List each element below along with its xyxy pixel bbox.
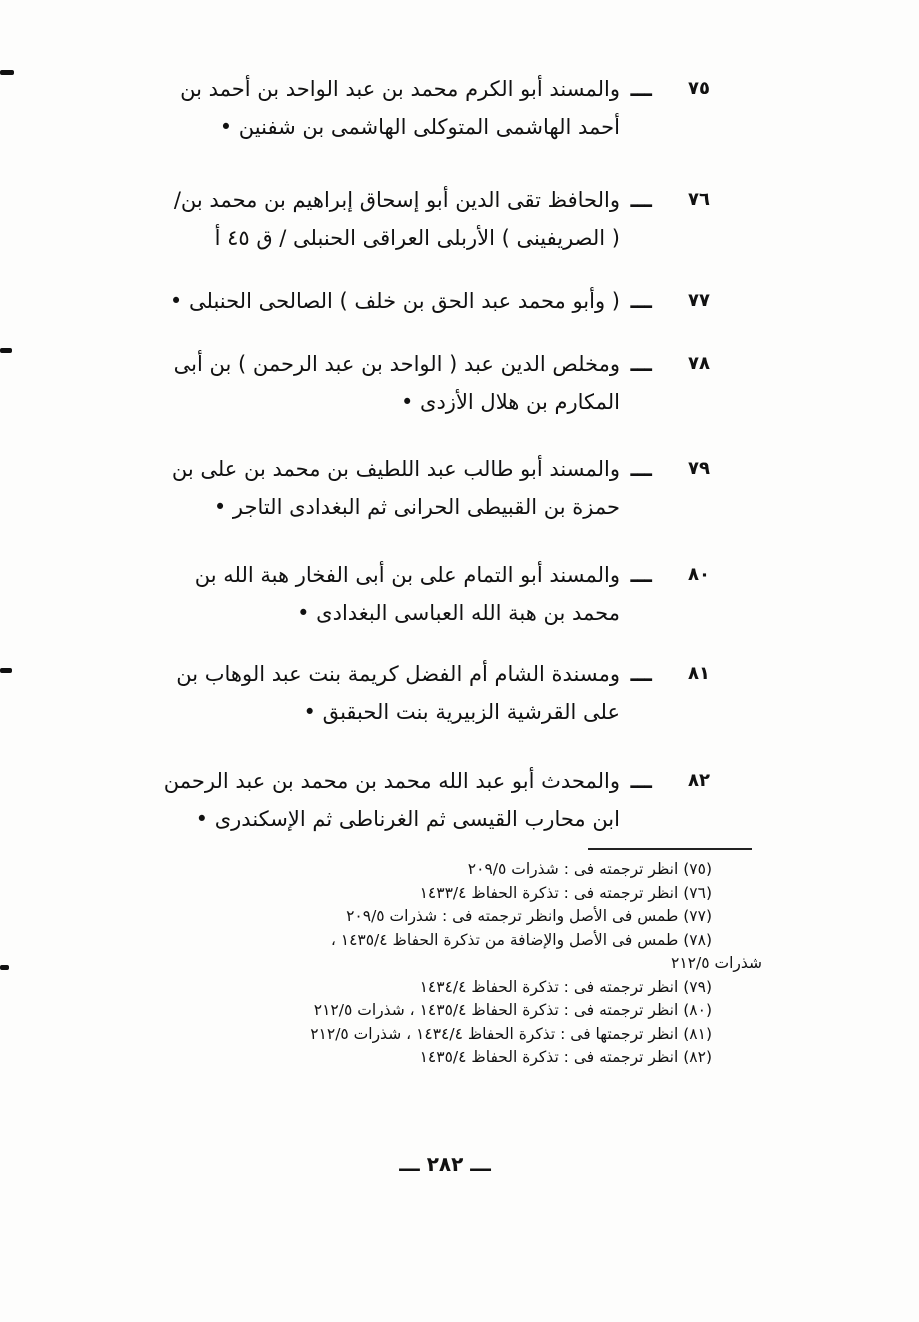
scan-mark: [0, 70, 14, 75]
scan-mark: [0, 668, 12, 673]
entry-line: والمسند أبو الكرم محمد بن عبد الواحد بن أحمد بن: [180, 77, 620, 101]
biography-entry: [110, 762, 710, 838]
biography-entry: [110, 655, 710, 731]
scan-mark: [0, 965, 9, 970]
entry-line: ومسندة الشام أم الفضل كريمة بنت عبد الوهاب بن: [176, 662, 620, 686]
entry-line: على القرشية الزبيرية بنت الحبقبق •: [303, 700, 620, 724]
biography-entry: [110, 345, 710, 421]
page-number: ـــ ٢٨٢ ـــ: [399, 1152, 491, 1176]
biography-entry: [110, 282, 710, 320]
footnote: (٨١) انظر ترجمتها فى : تذكرة الحفاظ ١٤٣٤/٤ ، شذرات ٢١٢/٥: [310, 1024, 712, 1043]
entry-dash: ـــ: [630, 563, 652, 587]
footnote-divider: [588, 848, 752, 850]
entry-number: ٧٩: [688, 458, 710, 479]
entry-line: ( وأبو محمد عبد الحق بن خلف ) الصالحى الحنبلى •: [169, 289, 620, 313]
biography-entry: [110, 181, 710, 257]
footnote: (٧٩) انظر ترجمته فى : تذكرة الحفاظ ١٤٣٤/٤: [419, 977, 712, 996]
footnote: (٨٠) انظر ترجمته فى : تذكرة الحفاظ ١٤٣٥/٤ ، شذرات ٢١٢/٥: [313, 1001, 712, 1019]
footnote: (٨٢) انظر ترجمته فى : تذكرة الحفاظ ١٤٣٥/٤: [419, 1048, 712, 1066]
footnote: (٧٧) طمس فى الأصل وانظر ترجمته فى : شذرات ٢٠٩/٥: [346, 907, 712, 925]
biography-entry: [110, 450, 710, 526]
footnote: (٧٦) انظر ترجمته فى : تذكرة الحفاظ ١٤٣٣/٤: [419, 883, 712, 902]
footnotes: [112, 858, 762, 1070]
entry-number: ٨٠: [688, 564, 710, 585]
scan-mark: [0, 348, 12, 353]
entry-number: ٧٦: [688, 189, 710, 210]
footnote: (٧٥) انظر ترجمته فى : شذرات ٢٠٩/٥: [467, 860, 712, 878]
entry-line: والمحدث أبو عبد الله محمد بن محمد بن عبد الرحمن: [163, 769, 620, 793]
entry-line: ابن محارب القيسى ثم الغرناطى ثم الإسكندرى •: [195, 807, 620, 831]
entry-line: المكارم بن هلال الأزدى •: [400, 390, 620, 414]
entry-number: ٧٧: [688, 290, 710, 311]
entry-line: أحمد الهاشمى المتوكلى الهاشمى بن شفنين •: [219, 115, 620, 139]
entry-line: والمسند أبو طالب عبد اللطيف بن محمد بن على بن: [171, 457, 620, 481]
entry-dash: ـــ: [630, 352, 652, 376]
entry-line: ( الصريفينى ) الأربلى العراقى الحنبلى / ق ٤٥ أ: [214, 226, 620, 250]
entry-line: والمسند أبو التمام على بن أبى الفخار هبة الله بن: [194, 563, 620, 587]
entry-dash: ـــ: [630, 77, 652, 101]
entry-dash: ـــ: [630, 188, 652, 212]
entry-dash: ـــ: [630, 289, 652, 313]
footnote: (٧٨) طمس فى الأصل والإضافة من تذكرة الحفاظ ١٤٣٥/٤ ،: [330, 930, 712, 949]
entry-dash: ـــ: [630, 662, 652, 686]
entry-number: ٧٨: [688, 353, 710, 374]
entry-dash: ـــ: [630, 457, 652, 481]
entry-dash: ـــ: [630, 769, 652, 793]
biography-entry: [110, 70, 710, 146]
entry-line: محمد بن هبة الله العباسى البغدادى •: [297, 601, 620, 625]
entry-number: ٨١: [688, 663, 710, 684]
entry-line: حمزة بن القبيطى الحرانى ثم البغدادى التاجر •: [213, 495, 620, 519]
entry-number: ٨٢: [688, 770, 710, 791]
entry-line: ومخلص الدين عبد ( الواحد بن عبد الرحمن ) بن أبى: [173, 352, 620, 376]
biography-entry: [110, 556, 710, 632]
footnote-continuation: شذرات ٢١٢/٥: [671, 954, 762, 972]
entry-number: ٧٥: [688, 78, 710, 99]
entry-line: والحافظ تقى الدين أبو إسحاق إبراهيم بن محمد بن/: [173, 188, 620, 212]
